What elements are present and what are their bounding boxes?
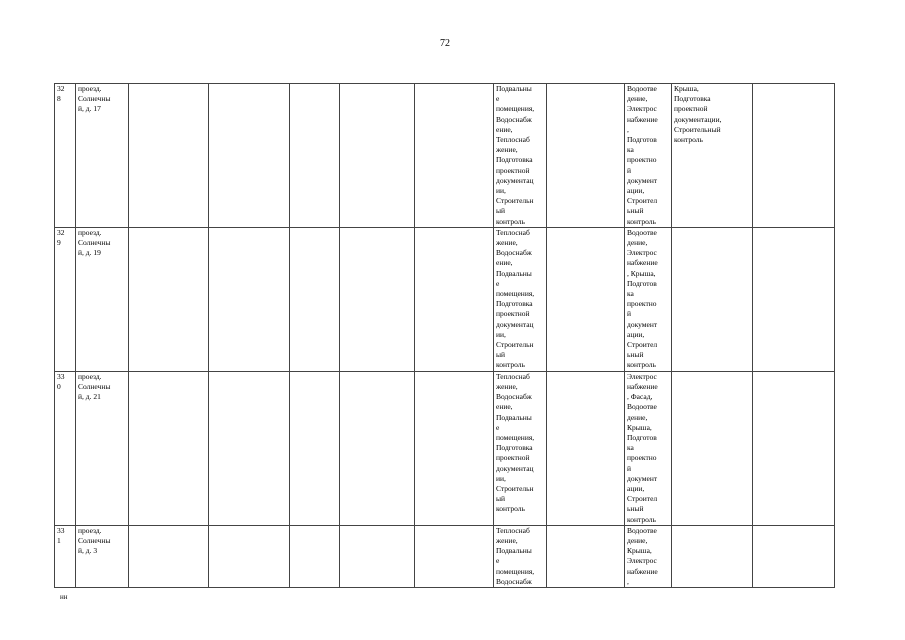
address-cell bbox=[76, 525, 129, 587]
row-number: 33 1 bbox=[57, 525, 65, 545]
empty-cell bbox=[209, 227, 290, 371]
empty-cell bbox=[340, 227, 415, 371]
empty-cell bbox=[129, 227, 209, 371]
empty-cell bbox=[415, 84, 494, 228]
empty-cell bbox=[290, 371, 340, 525]
empty-cell bbox=[415, 525, 494, 587]
works-list: Теплоснаб жение, Подвальны е помещения, Водоснабж bbox=[496, 525, 535, 586]
buildings-table bbox=[54, 83, 835, 588]
works-list: Подвальны е помещения, Водоснабж ение, Теплоснаб жение, Подготовка проектной документац ии, Строительн ый контроль bbox=[496, 84, 535, 226]
row-number-cell bbox=[55, 371, 76, 525]
address-cell bbox=[76, 227, 129, 371]
empty-cell bbox=[547, 525, 625, 587]
empty-cell bbox=[340, 371, 415, 525]
works-list: Теплоснаб жение, Водоснабж ение, Подвальны е помещения, Подготовка проектной документац ии, Строительн ый контроль bbox=[496, 371, 535, 514]
table-row bbox=[55, 84, 835, 228]
empty-cell bbox=[209, 525, 290, 587]
works-cell bbox=[672, 84, 753, 228]
works-list: Электрос набжение , Фасад, Водоотве дение, Крыша, Подготов ка проектно й документ ации, Строител ьный контроль bbox=[627, 371, 658, 524]
address: проезд. Солнечны й, д. 21 bbox=[78, 371, 111, 402]
works-cell bbox=[494, 227, 547, 371]
empty-cell bbox=[415, 227, 494, 371]
row-number-cell bbox=[55, 84, 76, 228]
address: проезд. Солнечны й, д. 19 bbox=[78, 227, 111, 258]
works-cell bbox=[494, 525, 547, 587]
page-number: 72 bbox=[440, 38, 450, 49]
works-cell bbox=[494, 84, 547, 228]
empty-cell bbox=[547, 84, 625, 228]
row-number: 32 9 bbox=[57, 227, 65, 248]
table-row bbox=[55, 371, 835, 525]
empty-cell bbox=[753, 227, 835, 371]
row-number-cell bbox=[55, 525, 76, 587]
works-cell bbox=[494, 371, 547, 525]
empty-cell bbox=[547, 371, 625, 525]
works-list: Водоотве дение, Электрос набжение , Крыша, Подготов ка проектно й документ ации, Строител ьный контроль bbox=[627, 227, 658, 370]
empty-cell bbox=[340, 84, 415, 228]
works-cell bbox=[672, 227, 753, 371]
table-row bbox=[55, 525, 835, 587]
works-cell bbox=[625, 371, 672, 525]
works-cell bbox=[672, 525, 753, 587]
empty-cell bbox=[209, 84, 290, 228]
empty-cell bbox=[209, 371, 290, 525]
empty-cell bbox=[129, 525, 209, 587]
empty-cell bbox=[547, 227, 625, 371]
works-list: Крыша, Подготовка проектной документации, Строительный контроль bbox=[674, 84, 722, 145]
empty-cell bbox=[415, 371, 494, 525]
address: проезд. Солнечны й, д. 17 bbox=[78, 84, 111, 114]
row-number-cell bbox=[55, 227, 76, 371]
works-list: Водоотве дение, Электрос набжение , Подготов ка проектно й документ ации, Строител ьный контроль bbox=[627, 84, 658, 226]
table-row bbox=[55, 227, 835, 371]
row-number: 32 8 bbox=[57, 84, 65, 104]
works-list: Водоотве дение, Крыша, Электрос набжение , bbox=[627, 525, 658, 586]
empty-cell bbox=[129, 84, 209, 228]
empty-cell bbox=[290, 525, 340, 587]
empty-cell bbox=[290, 227, 340, 371]
works-cell bbox=[625, 525, 672, 587]
works-cell bbox=[625, 227, 672, 371]
empty-cell bbox=[340, 525, 415, 587]
works-cell bbox=[672, 371, 753, 525]
row-number: 33 0 bbox=[57, 371, 65, 391]
empty-cell bbox=[753, 371, 835, 525]
empty-cell bbox=[290, 84, 340, 228]
empty-cell bbox=[129, 371, 209, 525]
address-cell bbox=[76, 371, 129, 525]
address-cell bbox=[76, 84, 129, 228]
empty-cell bbox=[753, 525, 835, 587]
empty-cell bbox=[753, 84, 835, 228]
works-cell bbox=[625, 84, 672, 228]
footer-mark: нн bbox=[60, 593, 68, 601]
address: проезд. Солнечны й, д. 3 bbox=[78, 525, 111, 556]
works-list: Теплоснаб жение, Водоснабж ение, Подвальны е помещения, Подготовка проектной документац ии, Строительн ый контроль bbox=[496, 227, 535, 370]
